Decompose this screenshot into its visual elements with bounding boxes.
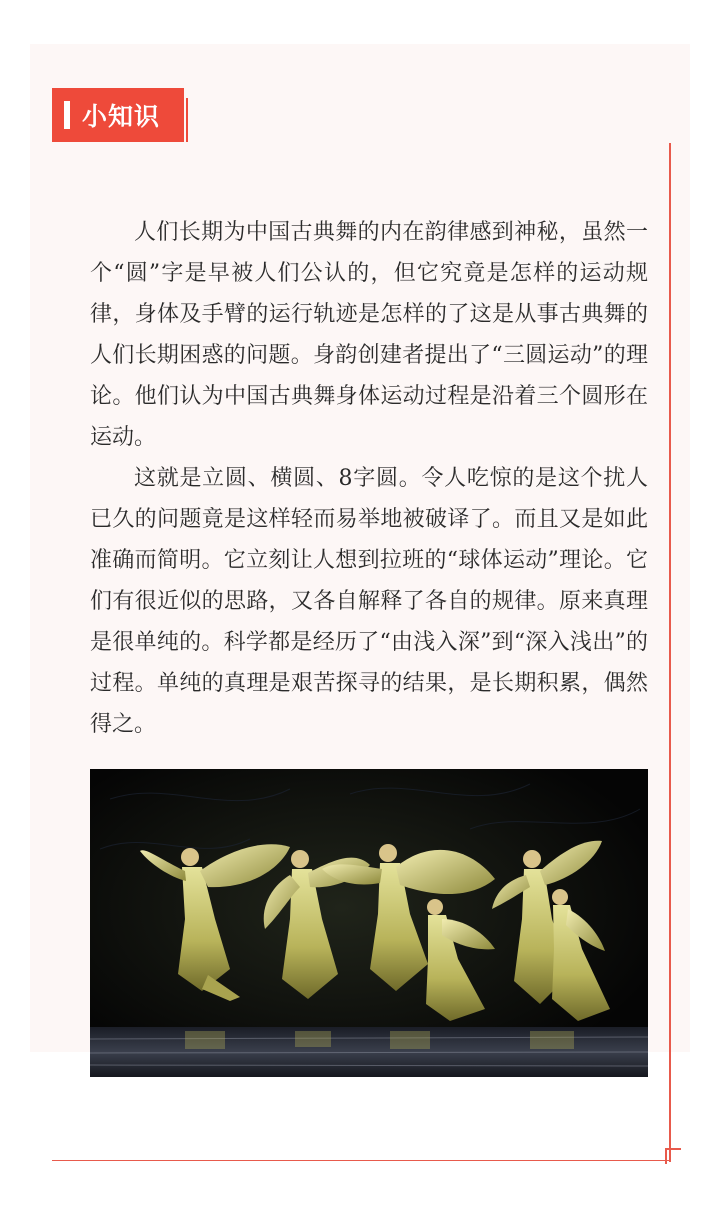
- frame-corner-mark: [665, 1148, 681, 1164]
- frame-bottom-line: [52, 1160, 671, 1161]
- article-body: [90, 212, 648, 745]
- section-title: 小知识: [82, 102, 161, 131]
- frame-right-line: [669, 143, 671, 1162]
- article-paragraph-1: 人们长期为中国古典舞的内在韵律感到神秘，虽然一个“圆”字是早被人们公认的，但它究竟是怎样的运动规律，身体及手臂的运行轨迹是怎样的了这是从事古典舞的人们长期困惑的问题。身韵创建者提出了“三圆运动”的理论。他们认为中国古典舞身体运动过程是沿着三个圆形在运动。: [90, 220, 648, 450]
- title-badge-edge: [186, 98, 188, 142]
- dance-photo: [90, 769, 648, 1077]
- article-paragraph-2: 这就是立圆、横圆、8字圆。令人吃惊的是这个扰人已久的问题竟是这样轻而易举地被破译了。而且又是如此准确而简明。它立刻让人想到拉班的“球体运动”理论。它们有很近似的思路，又各自解释了各自的规律。原来真理是很单纯的。科学都是经历了“由浅入深”到“深入浅出”的过程。单纯的真理是艰苦探寻的结果，是长期积累，偶然得之。: [90, 466, 648, 737]
- title-accent-bar: [64, 101, 70, 129]
- dance-photo-image: [90, 769, 648, 1077]
- section-title-badge: [52, 88, 184, 142]
